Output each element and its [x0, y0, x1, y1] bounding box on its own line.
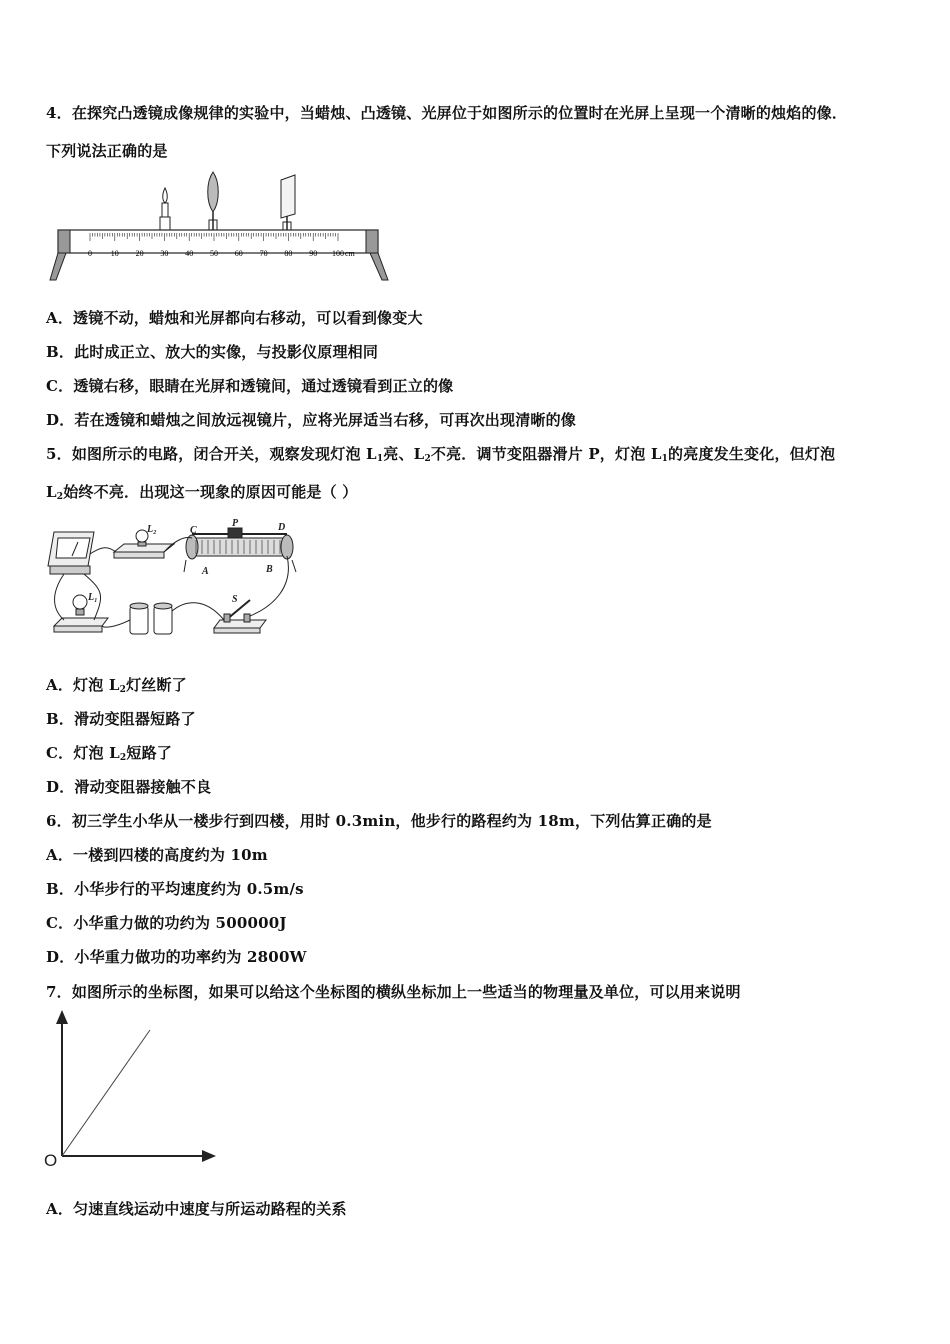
optical-bench-figure — [44, 170, 394, 285]
convex-lens-icon — [208, 172, 219, 230]
ruler-label: 90 — [309, 249, 318, 258]
q5-option-d: D．滑动变阻器接触不良 — [46, 778, 212, 796]
candle-icon — [160, 188, 170, 230]
ruler-label: 50 — [210, 249, 218, 258]
q4-option-c: C．透镜右移，眼睛在光屏和透镜间，通过透镜看到正立的像 — [46, 377, 454, 395]
q6-option-c: C．小华重力做的功约为 500000J — [46, 914, 287, 932]
q5-option-b: B．滑动变阻器短路了 — [46, 710, 196, 728]
battery-icon — [130, 603, 172, 634]
light-screen-icon — [281, 175, 295, 230]
q5-stem-line-2: $L_2$始终不亮．出现这一现象的原因可能是（ ） — [46, 483, 358, 502]
q7-option-a: A．匀速直线运动中速度与所运动路程的关系 — [46, 1200, 347, 1218]
q4-stem-line-1: 4．在探究凸透镜成像规律的实验中，当蜡烛、凸透镜、光屏位于如图所示的位置时在光屏上呈现一个清晰的烛焰的像． — [46, 104, 848, 122]
circuit-figure — [44, 516, 306, 646]
q6-option-d: D．小华重力做功的功率约为 2800W — [46, 948, 307, 966]
coordinate-graph — [40, 1008, 220, 1173]
label-d: D — [278, 522, 286, 533]
ruler-label: 20 — [135, 249, 144, 258]
y-axis-arrow-icon — [56, 1010, 68, 1024]
q4-option-b: B．此时成正立、放大的实像，与投影仪原理相同 — [46, 343, 379, 361]
q4-option-d: D．若在透镜和蜡烛之间放远视镜片，应将光屏适当右移，可再次出现清晰的像 — [46, 411, 577, 429]
x-axis-arrow-icon — [202, 1150, 216, 1162]
ruler-label: 100 — [332, 249, 344, 258]
switch-icon — [214, 600, 266, 633]
label-b: B — [266, 564, 273, 575]
q6-option-b: B．小华步行的平均速度约为 0.5m/s — [46, 880, 304, 898]
label-p: P — [232, 518, 239, 529]
meter-icon — [48, 532, 94, 574]
q6-option-a: A．一楼到四楼的高度约为 10m — [46, 846, 268, 864]
q6-stem: 6．初三学生小华从一楼步行到四楼，用时 0.3min，他步行的路程约为 18m，下列估算正确的是 — [46, 812, 712, 830]
ruler-label: 30 — [160, 249, 169, 258]
proportional-line — [62, 1030, 150, 1156]
label-s: S — [232, 594, 238, 605]
origin-label: O — [44, 1151, 58, 1170]
ruler-unit: cm — [345, 249, 355, 258]
ruler-label: 10 — [110, 249, 119, 258]
label-a: A — [202, 566, 209, 577]
q5-option-a: A．灯泡 $L_2$灯丝断了 — [46, 676, 187, 695]
ruler-label: 0 — [88, 249, 92, 258]
q5-stem-line-1: 5．如图所示的电路，闭合开关，观察发现灯泡 $L_1$亮、$L_2$不亮．调节变阻器滑片 P，灯泡 $L_1$的亮度发生变化，但灯泡 — [46, 445, 836, 464]
ruler-label: 40 — [185, 249, 194, 258]
rheostat-icon — [184, 528, 296, 572]
ruler-label: 80 — [284, 249, 293, 258]
ruler-label: 70 — [259, 249, 268, 258]
ruler-bench — [50, 230, 388, 280]
q7-stem: 7．如图所示的坐标图，如果可以给这个坐标图的横纵坐标加上一些适当的物理量及单位，可以用来说明 — [46, 983, 741, 1001]
lamp-l2-icon — [114, 530, 174, 558]
q4-stem-line-2: 下列说法正确的是 — [46, 142, 168, 160]
q5-option-c: C．灯泡 $L_2$短路了 — [46, 744, 172, 763]
label-c: C — [190, 525, 197, 536]
label-l1: L₁ — [88, 592, 98, 603]
ruler-label: 60 — [234, 249, 243, 258]
q4-option-a: A．透镜不动，蜡烛和光屏都向右移动，可以看到像变大 — [46, 309, 423, 327]
label-l2: L₂ — [147, 524, 157, 535]
